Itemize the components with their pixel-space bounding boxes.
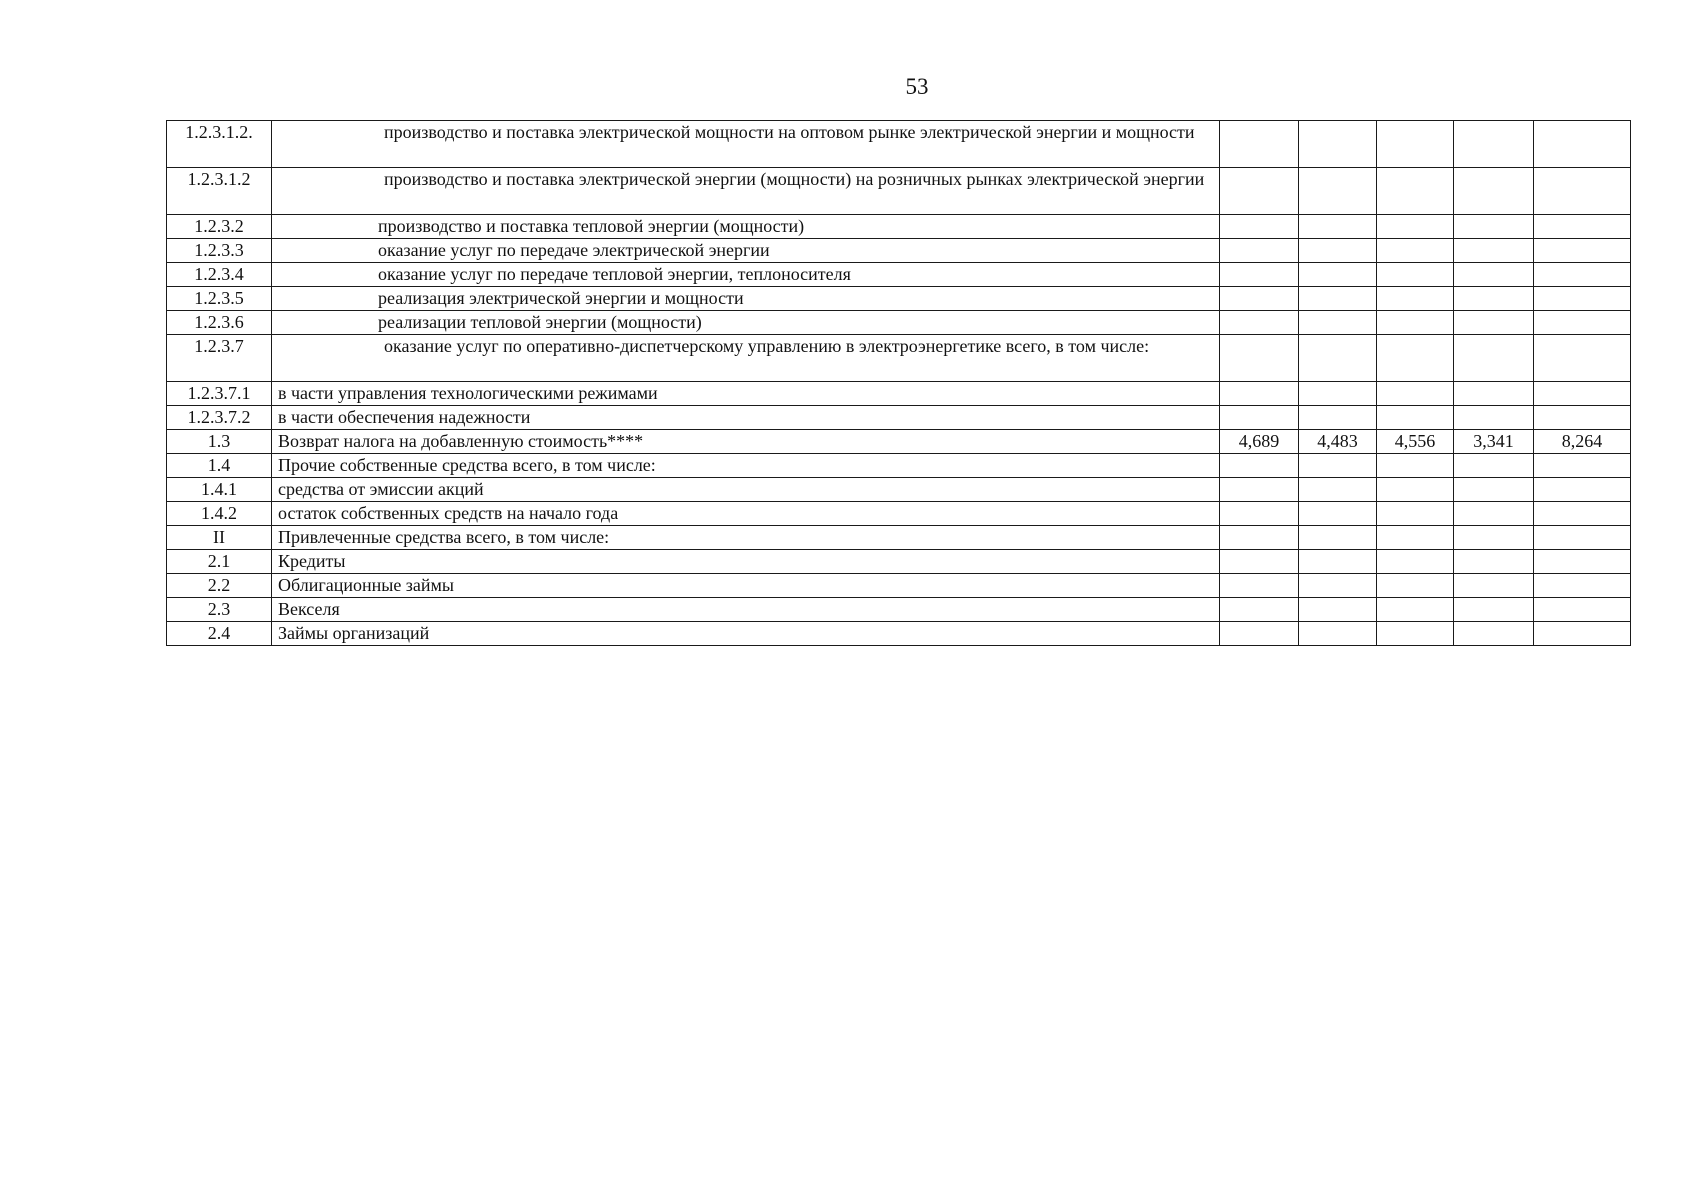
value-cell-1 [1220,574,1299,598]
row-description: в части обеспечения надежности [272,406,1220,430]
row-code: 1.2.3.1.2. [167,121,272,168]
value-cell-2 [1299,335,1377,382]
row-description: Привлеченные средства всего, в том числе: [272,526,1220,550]
value-cell-2 [1299,406,1377,430]
row-description: оказание услуг по передаче тепловой энергии, теплоносителя [272,263,1220,287]
value-cell-4 [1454,550,1534,574]
value-cell-3 [1377,263,1454,287]
value-cell-5 [1534,239,1631,263]
value-cell-4 [1454,168,1534,215]
table-row [167,502,1631,526]
value-cell-2 [1299,574,1377,598]
value-cell-4 [1454,215,1534,239]
value-cell-1 [1220,550,1299,574]
value-cell-2 [1299,239,1377,263]
value-cell-2 [1299,168,1377,215]
value-cell-3 [1377,622,1454,646]
table-row [167,622,1631,646]
table-row [167,574,1631,598]
value-cell-1 [1220,287,1299,311]
value-cell-4 [1454,454,1534,478]
value-cell-3 [1377,382,1454,406]
value-cell-2 [1299,382,1377,406]
value-cell-5 [1534,478,1631,502]
value-cell-4 [1454,478,1534,502]
row-description: в части управления технологическими режимами [272,382,1220,406]
value-cell-1 [1220,121,1299,168]
value-cell-4 [1454,574,1534,598]
row-description: остаток собственных средств на начало года [272,502,1220,526]
value-cell-4: 3,341 [1454,430,1534,454]
table-body [167,121,1631,646]
row-code: 1.2.3.1.2 [167,168,272,215]
value-cell-2 [1299,478,1377,502]
value-cell-2 [1299,311,1377,335]
table-row [167,430,1631,454]
row-code: 1.4.2 [167,502,272,526]
row-code: 1.4 [167,454,272,478]
value-cell-3 [1377,406,1454,430]
value-cell-1 [1220,622,1299,646]
value-cell-5 [1534,263,1631,287]
value-cell-2 [1299,215,1377,239]
value-cell-3 [1377,311,1454,335]
page-number: 53 [905,74,929,99]
value-cell-1 [1220,598,1299,622]
value-cell-3 [1377,168,1454,215]
row-code: 1.2.3.7 [167,335,272,382]
row-description: оказание услуг по передаче электрической энергии [272,239,1220,263]
value-cell-5 [1534,598,1631,622]
value-cell-3 [1377,287,1454,311]
table-row [167,263,1631,287]
value-cell-3 [1377,478,1454,502]
table-row [167,382,1631,406]
value-cell-4 [1454,622,1534,646]
value-cell-4 [1454,526,1534,550]
value-cell-2 [1299,550,1377,574]
value-cell-1 [1220,168,1299,215]
value-cell-2 [1299,454,1377,478]
value-cell-3 [1377,598,1454,622]
value-cell-1: 4,689 [1220,430,1299,454]
row-code: II [167,526,272,550]
table-row [167,335,1631,382]
row-description: Облигационные займы [272,574,1220,598]
table-row [167,550,1631,574]
row-code: 1.2.3.5 [167,287,272,311]
value-cell-1 [1220,454,1299,478]
row-code: 1.2.3.7.2 [167,406,272,430]
row-code: 2.4 [167,622,272,646]
row-code: 1.2.3.4 [167,263,272,287]
value-cell-4 [1454,311,1534,335]
value-cell-3 [1377,239,1454,263]
row-description: оказание услуг по оперативно-диспетчерскому управлению в электроэнергетике всего, в том числе: [272,335,1220,382]
value-cell-1 [1220,263,1299,287]
table-row [167,215,1631,239]
value-cell-3 [1377,335,1454,382]
row-code: 1.2.3.3 [167,239,272,263]
value-cell-5 [1534,168,1631,215]
row-description: реализации тепловой энергии (мощности) [272,311,1220,335]
row-code: 2.2 [167,574,272,598]
investment-sources-table [166,120,1631,646]
row-description: Возврат налога на добавленную стоимость**** [272,430,1220,454]
table-row [167,454,1631,478]
table-row [167,526,1631,550]
value-cell-5 [1534,287,1631,311]
value-cell-1 [1220,239,1299,263]
value-cell-5 [1534,622,1631,646]
table-row [167,239,1631,263]
value-cell-5 [1534,526,1631,550]
row-code: 1.3 [167,430,272,454]
value-cell-5 [1534,550,1631,574]
value-cell-5 [1534,454,1631,478]
value-cell-2: 4,483 [1299,430,1377,454]
value-cell-3 [1377,550,1454,574]
row-description: Векселя [272,598,1220,622]
value-cell-5: 8,264 [1534,430,1631,454]
value-cell-5 [1534,406,1631,430]
value-cell-1 [1220,215,1299,239]
row-code: 1.4.1 [167,478,272,502]
row-description: средства от эмиссии акций [272,478,1220,502]
value-cell-1 [1220,526,1299,550]
value-cell-5 [1534,215,1631,239]
row-description: Кредиты [272,550,1220,574]
value-cell-4 [1454,239,1534,263]
value-cell-2 [1299,622,1377,646]
value-cell-1 [1220,311,1299,335]
row-description: производство и поставка тепловой энергии (мощности) [272,215,1220,239]
value-cell-4 [1454,335,1534,382]
value-cell-2 [1299,502,1377,526]
value-cell-4 [1454,287,1534,311]
row-code: 2.1 [167,550,272,574]
value-cell-4 [1454,502,1534,526]
value-cell-5 [1534,502,1631,526]
table-row [167,287,1631,311]
value-cell-1 [1220,382,1299,406]
value-cell-1 [1220,502,1299,526]
row-code: 1.2.3.6 [167,311,272,335]
row-description: Займы организаций [272,622,1220,646]
table-row [167,478,1631,502]
table-row [167,121,1631,168]
value-cell-3 [1377,526,1454,550]
row-description: производство и поставка электрической мощности на оптовом рынке электрической энергии и мощности [272,121,1220,168]
value-cell-3 [1377,502,1454,526]
value-cell-2 [1299,121,1377,168]
value-cell-1 [1220,478,1299,502]
value-cell-4 [1454,406,1534,430]
value-cell-5 [1534,574,1631,598]
row-description: производство и поставка электрической энергии (мощности) на розничных рынках электрической энергии [272,168,1220,215]
value-cell-3 [1377,454,1454,478]
table-row [167,598,1631,622]
value-cell-3: 4,556 [1377,430,1454,454]
row-description: реализация электрической энергии и мощности [272,287,1220,311]
value-cell-3 [1377,121,1454,168]
value-cell-5 [1534,335,1631,382]
table-row [167,168,1631,215]
value-cell-3 [1377,574,1454,598]
value-cell-3 [1377,215,1454,239]
row-code: 1.2.3.2 [167,215,272,239]
value-cell-4 [1454,263,1534,287]
row-description: Прочие собственные средства всего, в том числе: [272,454,1220,478]
value-cell-2 [1299,598,1377,622]
value-cell-2 [1299,287,1377,311]
table-row [167,406,1631,430]
value-cell-5 [1534,121,1631,168]
value-cell-4 [1454,121,1534,168]
value-cell-1 [1220,335,1299,382]
value-cell-2 [1299,526,1377,550]
table-row [167,311,1631,335]
value-cell-5 [1534,311,1631,335]
row-code: 2.3 [167,598,272,622]
row-code: 1.2.3.7.1 [167,382,272,406]
value-cell-1 [1220,406,1299,430]
value-cell-4 [1454,598,1534,622]
value-cell-2 [1299,263,1377,287]
value-cell-5 [1534,382,1631,406]
value-cell-4 [1454,382,1534,406]
